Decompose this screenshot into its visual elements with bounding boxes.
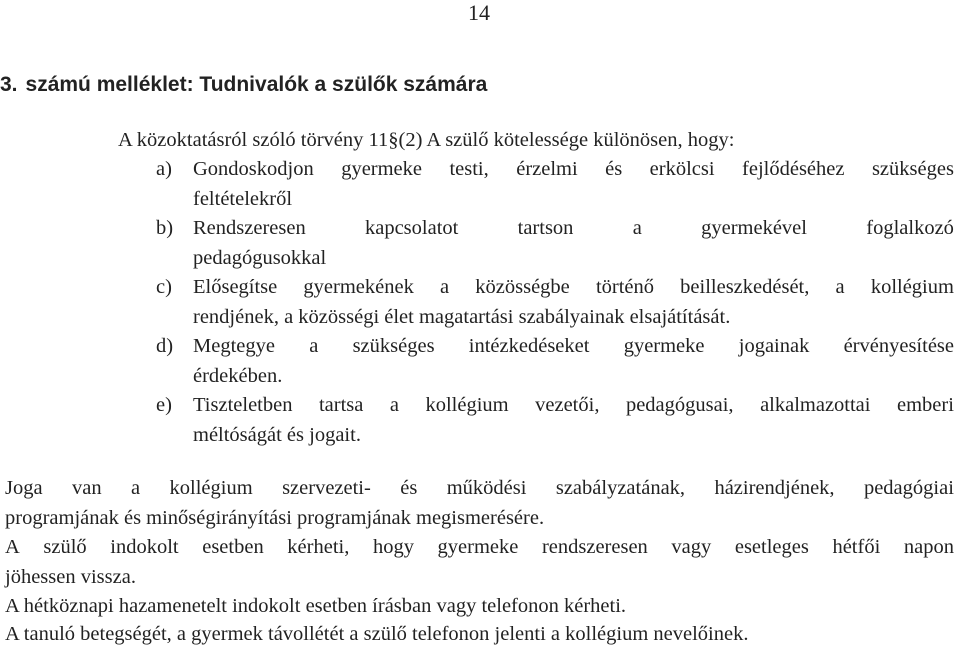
paragraph-line xyxy=(5,533,954,563)
word: érvényesítése xyxy=(843,335,954,357)
word: szülő xyxy=(43,536,87,558)
list-marker: a) xyxy=(156,158,172,180)
word: beilleszkedését, xyxy=(680,276,810,298)
word: tartson xyxy=(517,217,574,239)
word: napon xyxy=(903,536,954,558)
word: gyermekének xyxy=(303,276,414,298)
list-marker: b) xyxy=(156,217,174,239)
word: kollégium xyxy=(425,394,509,416)
word: házirendjének, xyxy=(714,477,835,499)
word: intézkedéseket xyxy=(468,335,590,357)
word: szabályzatának, xyxy=(555,477,686,499)
word: vezetői, xyxy=(535,394,600,416)
word: esetleges xyxy=(734,536,809,558)
word: a xyxy=(632,217,642,239)
list-marker: d) xyxy=(156,335,174,357)
word: fejlődéséhez xyxy=(742,158,845,180)
word: működési xyxy=(446,477,527,499)
list-item-line1 xyxy=(193,273,954,303)
word: kérheti, xyxy=(287,536,350,558)
word: szükséges xyxy=(352,335,435,357)
intro-text: A közoktatásról szóló törvény 11§(2) A szülő kötelessége különösen, hogy: xyxy=(118,129,735,151)
word: vagy xyxy=(671,536,712,558)
word: a xyxy=(389,394,399,416)
list-item-line2: érdekében. xyxy=(193,364,283,387)
list-item-line1 xyxy=(193,332,954,362)
word: Elősegítse xyxy=(193,276,278,298)
word: közösségbe xyxy=(475,276,570,298)
list-item-line1 xyxy=(193,155,954,185)
word: pedagógusai, xyxy=(625,394,734,416)
word: jogainak xyxy=(738,335,810,357)
word: gyermeke xyxy=(437,536,519,558)
word: testi, xyxy=(449,158,489,180)
word: kapcsolatot xyxy=(364,217,459,239)
list-item-line1 xyxy=(193,391,954,421)
paragraph-line: jöhessen vissza. xyxy=(5,566,136,588)
word: hogy xyxy=(372,536,414,558)
word: tartsa xyxy=(318,394,364,416)
word: szervezeti- xyxy=(282,477,371,499)
word: foglalkozó xyxy=(866,217,954,239)
word: szükséges xyxy=(871,158,954,180)
heading-number: 3. xyxy=(0,73,18,96)
word: Tiszteletben xyxy=(193,394,293,416)
word: Rendszeresen xyxy=(193,217,306,239)
list-item-line2: rendjének, a közösségi élet magatartási szabályainak elsajátítását. xyxy=(193,305,731,328)
word: erkölcsi xyxy=(649,158,715,180)
list-marker: c) xyxy=(156,276,172,298)
list-item-line2: pedagógusokkal xyxy=(193,246,327,269)
word: Joga xyxy=(5,477,43,499)
word: rendszeresen xyxy=(541,536,648,558)
word: hétfői xyxy=(832,536,881,558)
section-heading xyxy=(0,72,487,98)
word: Gondoskodjon xyxy=(193,158,314,180)
word: van xyxy=(71,477,102,499)
word: indokolt xyxy=(110,536,179,558)
word: történő xyxy=(595,276,655,298)
word: pedagógiai xyxy=(863,477,954,499)
list-item-line2: méltóságát és jogait. xyxy=(193,423,361,446)
word: és xyxy=(605,158,623,180)
page-number: 14 xyxy=(468,0,490,25)
list-item-line1 xyxy=(193,214,954,244)
word: érzelmi xyxy=(516,158,578,180)
word: gyermeke xyxy=(623,335,705,357)
word: esetben xyxy=(202,536,264,558)
paragraph-line xyxy=(5,474,954,504)
paragraph-line: programjának és minőségirányítási programjának megismerésére. xyxy=(5,507,545,529)
word: kollégium xyxy=(169,477,253,499)
word: a xyxy=(440,276,450,298)
list-item-line2: feltételekről xyxy=(193,187,293,210)
list-marker: e) xyxy=(156,394,172,416)
word: gyermeke xyxy=(341,158,423,180)
word: és xyxy=(400,477,418,499)
heading-title: számú melléklet: Tudnivalók a szülők számára xyxy=(25,73,488,96)
word: a xyxy=(309,335,319,357)
word: A xyxy=(5,536,20,558)
word: a xyxy=(835,276,845,298)
word: alkalmazottai xyxy=(760,394,871,416)
word: emberi xyxy=(896,394,954,416)
word: a xyxy=(131,477,141,499)
paragraph-illness: A tanuló betegségét, a gyermek távollétét a szülő telefonon jelenti a kollégium nevelőinek. xyxy=(5,623,749,645)
paragraph-weekday: A hétköznapi hazamenetelt indokolt esetben írásban vagy telefonon kérheti. xyxy=(5,595,627,617)
word: Megtegye xyxy=(193,335,275,357)
word: kollégium xyxy=(870,276,954,298)
word: gyermekével xyxy=(701,217,807,239)
